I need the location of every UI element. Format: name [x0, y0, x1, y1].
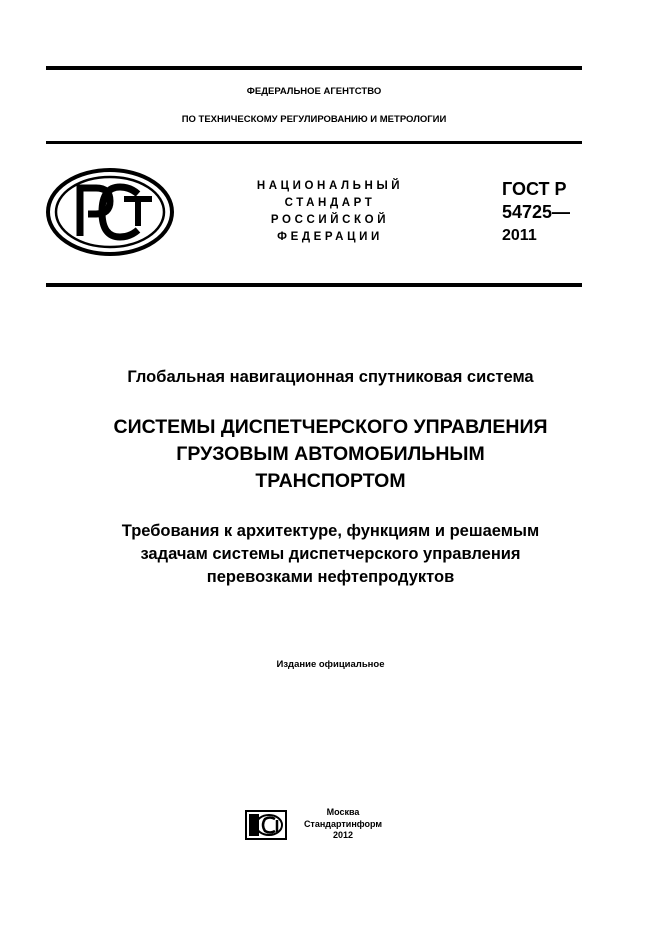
subtitle-line: задачам системы диспетчерского управления: [140, 545, 521, 563]
standard-rule: [46, 283, 582, 287]
publisher-city: Москва: [326, 807, 360, 817]
document-subtitle: [40, 520, 621, 589]
gost-number: 54725—: [502, 202, 571, 222]
standard-designation: [502, 178, 570, 247]
standartinform-logo-icon: [245, 810, 287, 840]
national-standard-line: РОССИЙСКОЙ: [270, 214, 390, 226]
title-line: ТРАНСПОРТОМ: [255, 470, 406, 492]
edition-label: Издание официальное: [276, 659, 385, 670]
subtitle-line: Требования к архитектуре, функциям и решаемым: [121, 522, 540, 540]
publisher-block: [288, 807, 398, 842]
top-rule: [46, 66, 582, 70]
national-standard-line: НАЦИОНАЛЬНЫЙ: [256, 180, 404, 192]
national-standard-label: [230, 178, 430, 246]
document-title: [40, 414, 621, 495]
national-standard-line: ФЕДЕРАЦИИ: [277, 231, 383, 243]
publisher-name: Стандартинформ: [303, 818, 383, 829]
gost-prefix: ГОСТ Р: [502, 179, 567, 199]
title-line: СИСТЕМЫ ДИСПЕТЧЕРСКОГО УПРАВЛЕНИЯ: [113, 416, 548, 438]
document-subject: Глобальная навигационная спутниковая система: [127, 368, 534, 386]
agency-line-2: ПО ТЕХНИЧЕСКОМУ РЕГУЛИРОВАНИЮ И МЕТРОЛОГИИ: [181, 114, 447, 125]
publisher-year: 2012: [332, 830, 354, 840]
title-line: ГРУЗОВЫМ АВТОМОБИЛЬНЫМ: [176, 443, 485, 465]
header-rule: [46, 141, 582, 144]
gost-year: 2011: [502, 227, 537, 244]
agency-line-1: ФЕДЕРАЛЬНОЕ АГЕНТСТВО: [246, 86, 382, 97]
national-standard-line: СТАНДАРТ: [284, 197, 376, 209]
rst-logo-icon: [46, 168, 174, 256]
subtitle-line: перевозками нефтепродуктов: [206, 568, 455, 586]
